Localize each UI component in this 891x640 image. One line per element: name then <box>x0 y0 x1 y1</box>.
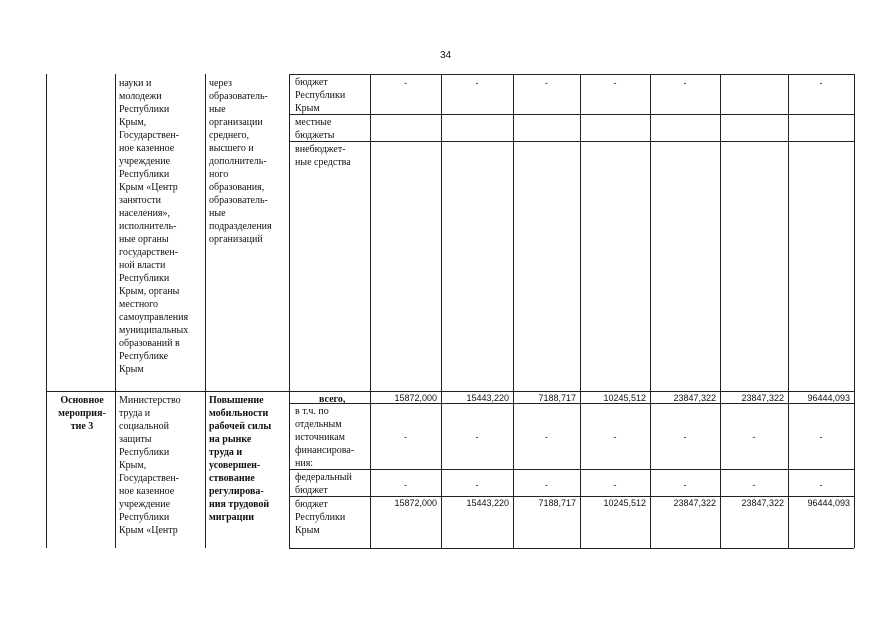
funding-source-label: всего, <box>319 394 346 405</box>
dash-cell: - <box>819 432 823 442</box>
dash-cell: - <box>545 432 548 442</box>
dash-cell: - <box>545 78 548 88</box>
dash-cell: - <box>613 432 617 442</box>
amount-cell: 23847,322 <box>673 498 716 508</box>
dash-cell: - <box>819 480 823 490</box>
column-border <box>513 74 514 548</box>
executor-text: науки и молодежи Республики Крым, Государствен- ное казенное учреждение Республики Крым «Центр занятости населения», исполнитель- ные органы государствен- ной власти Республики Крым, органы местного самоуправления муниципальных образований в Республике Крым <box>119 78 189 375</box>
dash-cell: - <box>613 78 617 88</box>
dash-cell: - <box>819 78 823 88</box>
column-border <box>580 74 581 548</box>
column-border <box>289 74 290 548</box>
funding-source-label: в т.ч. по отдельным источникам финансирова- ния: <box>295 406 355 469</box>
dash-cell: - <box>683 432 687 442</box>
row-border <box>46 391 854 392</box>
row-border <box>289 496 854 497</box>
amount-cell: 10245,512 <box>603 393 646 403</box>
amount-cell: 10245,512 <box>603 498 646 508</box>
funding-source-label: бюджет Республики Крым <box>295 77 346 114</box>
column-border <box>46 74 47 548</box>
description-text: Повышение мобильности рабочей силы на рынке труда и усовершен- ствование регулирова- ния трудовой миграции <box>209 395 272 523</box>
amount-cell: 96444,093 <box>807 498 850 508</box>
activity-label: Основное мероприя- тие 3 <box>58 395 106 432</box>
funding-source-label: внебюджет- ные средства <box>295 144 351 168</box>
column-border <box>441 74 442 548</box>
row-border <box>289 403 854 404</box>
page-number: 34 <box>439 50 452 61</box>
amount-cell: 7188,717 <box>538 498 576 508</box>
dash-cell: - <box>404 432 407 442</box>
column-border <box>115 74 116 548</box>
dash-cell: - <box>404 480 407 490</box>
column-border <box>788 74 789 548</box>
amount-cell: 23847,322 <box>741 498 784 508</box>
row-border <box>289 548 854 549</box>
description-text: через образователь- ные организации среднего, высшего и дополнитель- ного образования, образователь- ные подразделения организаций <box>209 78 272 245</box>
dash-cell: - <box>683 78 687 88</box>
column-border <box>720 74 721 548</box>
funding-source-label: федеральный бюджет <box>295 472 352 496</box>
dash-cell: - <box>752 432 756 442</box>
amount-cell: 15872,000 <box>394 498 437 508</box>
amount-cell: 15443,220 <box>466 393 509 403</box>
row-border <box>289 74 854 75</box>
amount-cell: 7188,717 <box>538 393 576 403</box>
dash-cell: - <box>475 480 479 490</box>
row-border <box>289 141 854 142</box>
dash-cell: - <box>752 480 756 490</box>
dash-cell: - <box>545 480 548 490</box>
executor-text: Министерство труда и социальной защиты Республики Крым, Государствен- ное казенное учреждение Республики Крым «Центр <box>119 395 181 536</box>
row-border <box>289 114 854 115</box>
amount-cell: 23847,322 <box>741 393 784 403</box>
column-border <box>370 74 371 548</box>
amount-cell: 23847,322 <box>673 393 716 403</box>
dash-cell: - <box>683 480 687 490</box>
amount-cell: 15872,000 <box>394 393 437 403</box>
column-border <box>650 74 651 548</box>
column-border <box>854 74 855 548</box>
column-border <box>205 74 206 548</box>
dash-cell: - <box>613 480 617 490</box>
amount-cell: 15443,220 <box>466 498 509 508</box>
dash-cell: - <box>475 78 479 88</box>
funding-source-label: местные бюджеты <box>295 117 335 141</box>
row-border <box>289 469 854 470</box>
amount-cell: 96444,093 <box>807 393 850 403</box>
funding-source-label: бюджет Республики Крым <box>295 499 346 536</box>
dash-cell: - <box>475 432 479 442</box>
dash-cell: - <box>404 78 407 88</box>
